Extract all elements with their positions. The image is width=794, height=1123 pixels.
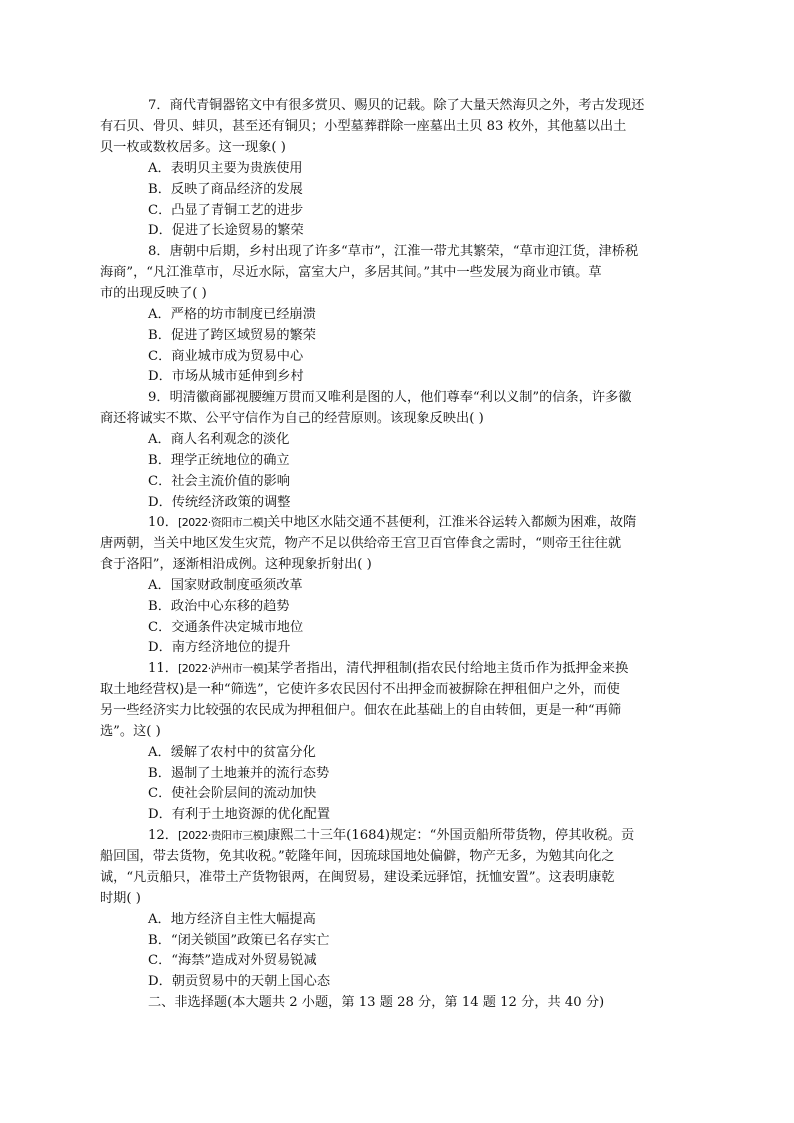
- q7-option-b: B．反映了商品经济的发展: [148, 181, 303, 197]
- q11-line-1: 某学者指出，清代押租制(指农民付给地主货币作为抵押金来换: [267, 661, 629, 676]
- question-8: [100, 242, 672, 388]
- q12-option-b: B．“闭关锁国”政策已名存实亡: [148, 932, 330, 948]
- q7-line-2: 有石贝、骨贝、蚌贝，甚至还有铜贝；小型墓葬群除一座墓出土贝 83 枚外，其他墓以出土: [100, 118, 627, 134]
- q11-option-c: C．使社会阶层间的流动加快: [148, 786, 317, 802]
- q11-option-b: B．遏制了土地兼并的流行态势: [148, 765, 330, 781]
- q11-line-2: 取土地经营权)是一种“筛选”，它使许多农民因付不出押金而被摒除在押租佃户之外，而使: [100, 681, 620, 697]
- q12-option-c: C．“海禁”造成对外贸易锐减: [148, 953, 317, 969]
- q12-option-a: A．地方经济自主性大幅提高: [148, 911, 316, 927]
- q10-number: 10．: [148, 515, 178, 530]
- q12-line-3: 诚，“凡贡船只，准带土产货物银两，在闽贸易，建设柔远驿馆，抚恤安置”。这表明康乾: [100, 869, 615, 885]
- q9-line-2: 商还将诚实不欺、公平守信作为自己的经营原则。该现象反映出( ): [100, 410, 484, 426]
- q7-option-a: A．表明贝主要为贵族使用: [148, 160, 303, 176]
- q9-option-d: D．传统经济政策的调整: [148, 494, 291, 510]
- q10-option-a: A．国家财政制度亟须改革: [148, 577, 303, 593]
- q10-line-3: 食于洛阳”，逐渐相沿成例。这种现象折射出( ): [100, 556, 372, 572]
- q9-option-b: B．理学正统地位的确立: [148, 452, 290, 468]
- q10-option-b: B．政治中心东移的趋势: [148, 598, 290, 614]
- question-9: [100, 388, 672, 513]
- q10-stem: [100, 513, 672, 576]
- q11-option-a: A．缓解了农村中的贫富分化: [148, 744, 316, 760]
- q12-stem: [100, 826, 672, 910]
- q11-number: 11．: [148, 661, 178, 676]
- q12-source: [2022·贵阳市三模]: [177, 829, 268, 842]
- q10-source: [2022·资阳市二模]: [177, 516, 268, 529]
- q8-line-1: 8．唐朝中后期，乡村出现了许多“草市”，江淮一带尤其繁荣，“草市迎江货，津桥税: [148, 244, 639, 259]
- q7-option-d: D．促进了长途贸易的繁荣: [148, 223, 304, 239]
- question-11: [100, 659, 672, 826]
- q11-stem: [100, 659, 672, 743]
- q10-option-c: C．交通条件决定城市地位: [148, 619, 304, 635]
- q9-stem: [100, 388, 672, 430]
- q10-option-d: D．南方经济地位的提升: [148, 640, 291, 656]
- q9-option-c: C．社会主流价值的影响: [148, 473, 290, 489]
- q11-option-d: D．有利于土地资源的优化配置: [148, 807, 331, 823]
- q7-option-c: C．凸显了青铜工艺的进步: [148, 202, 304, 218]
- q8-stem: [100, 242, 672, 305]
- q7-line-3: 贝一枚或数枚居多。这一现象( ): [100, 139, 286, 155]
- q12-line-1: 康熙二十三年(1684)规定：“外国贡船所带货物，停其收税。贡: [267, 828, 635, 843]
- question-10: [100, 513, 672, 659]
- q11-line-4: 选”。这( ): [100, 723, 161, 739]
- q7-line-1: 7．商代青铜器铭文中有很多赏贝、赐贝的记载。除了大量天然海贝之外，考古发现还: [148, 98, 645, 113]
- q12-line-2: 船回国，带去货物，免其收税。”乾隆年间，因琉球国地处偏僻，物产无多，为勉其向化之: [100, 848, 615, 864]
- section-title: 二、非选择题(本大题共 2 小题，第 13 题 28 分，第 14 题 12 分，共 40 分): [148, 995, 605, 1011]
- q10-line-2: 唐两朝，当关中地区发生灾荒，物产不足以供给帝王宫卫百官俸食之需时，“则帝王往往就: [100, 535, 622, 551]
- question-7: [100, 96, 672, 242]
- q11-line-3: 另一些经济实力比较强的农民成为押租佃户。佃农在此基础上的自由转佃，更是一种“再筛: [100, 702, 622, 718]
- q12-line-4: 时期( ): [100, 890, 141, 906]
- q11-source: [2022·泸州市一模]: [177, 662, 268, 675]
- q8-line-2: 海商”，“凡江淮草市，尽近水际，富室大户，多居其间。”其中一些发展为商业市镇。草: [100, 264, 602, 280]
- q7-stem: [100, 96, 672, 159]
- q12-option-d: D．朝贡贸易中的天朝上国心态: [148, 974, 331, 990]
- q8-option-d: D．市场从城市延伸到乡村: [148, 369, 304, 385]
- q8-option-c: C．商业城市成为贸易中心: [148, 348, 304, 364]
- q8-option-a: A．严格的坊市制度已经崩溃: [148, 306, 316, 322]
- question-12: [100, 826, 672, 1014]
- q8-option-b: B．促进了跨区域贸易的繁荣: [148, 327, 316, 343]
- q10-line-1: 关中地区水陆交通不甚便利，江淮米谷运转入都颇为困难，故隋: [267, 515, 637, 530]
- q8-line-3: 市的出现反映了( ): [100, 285, 207, 301]
- q12-number: 12．: [148, 828, 178, 843]
- q9-line-1: 9．明清徽商鄙视腰缠万贯而又唯利是图的人，他们尊奉“利以义制”的信条，许多徽: [148, 390, 632, 405]
- q9-option-a: A．商人名利观念的淡化: [148, 431, 290, 447]
